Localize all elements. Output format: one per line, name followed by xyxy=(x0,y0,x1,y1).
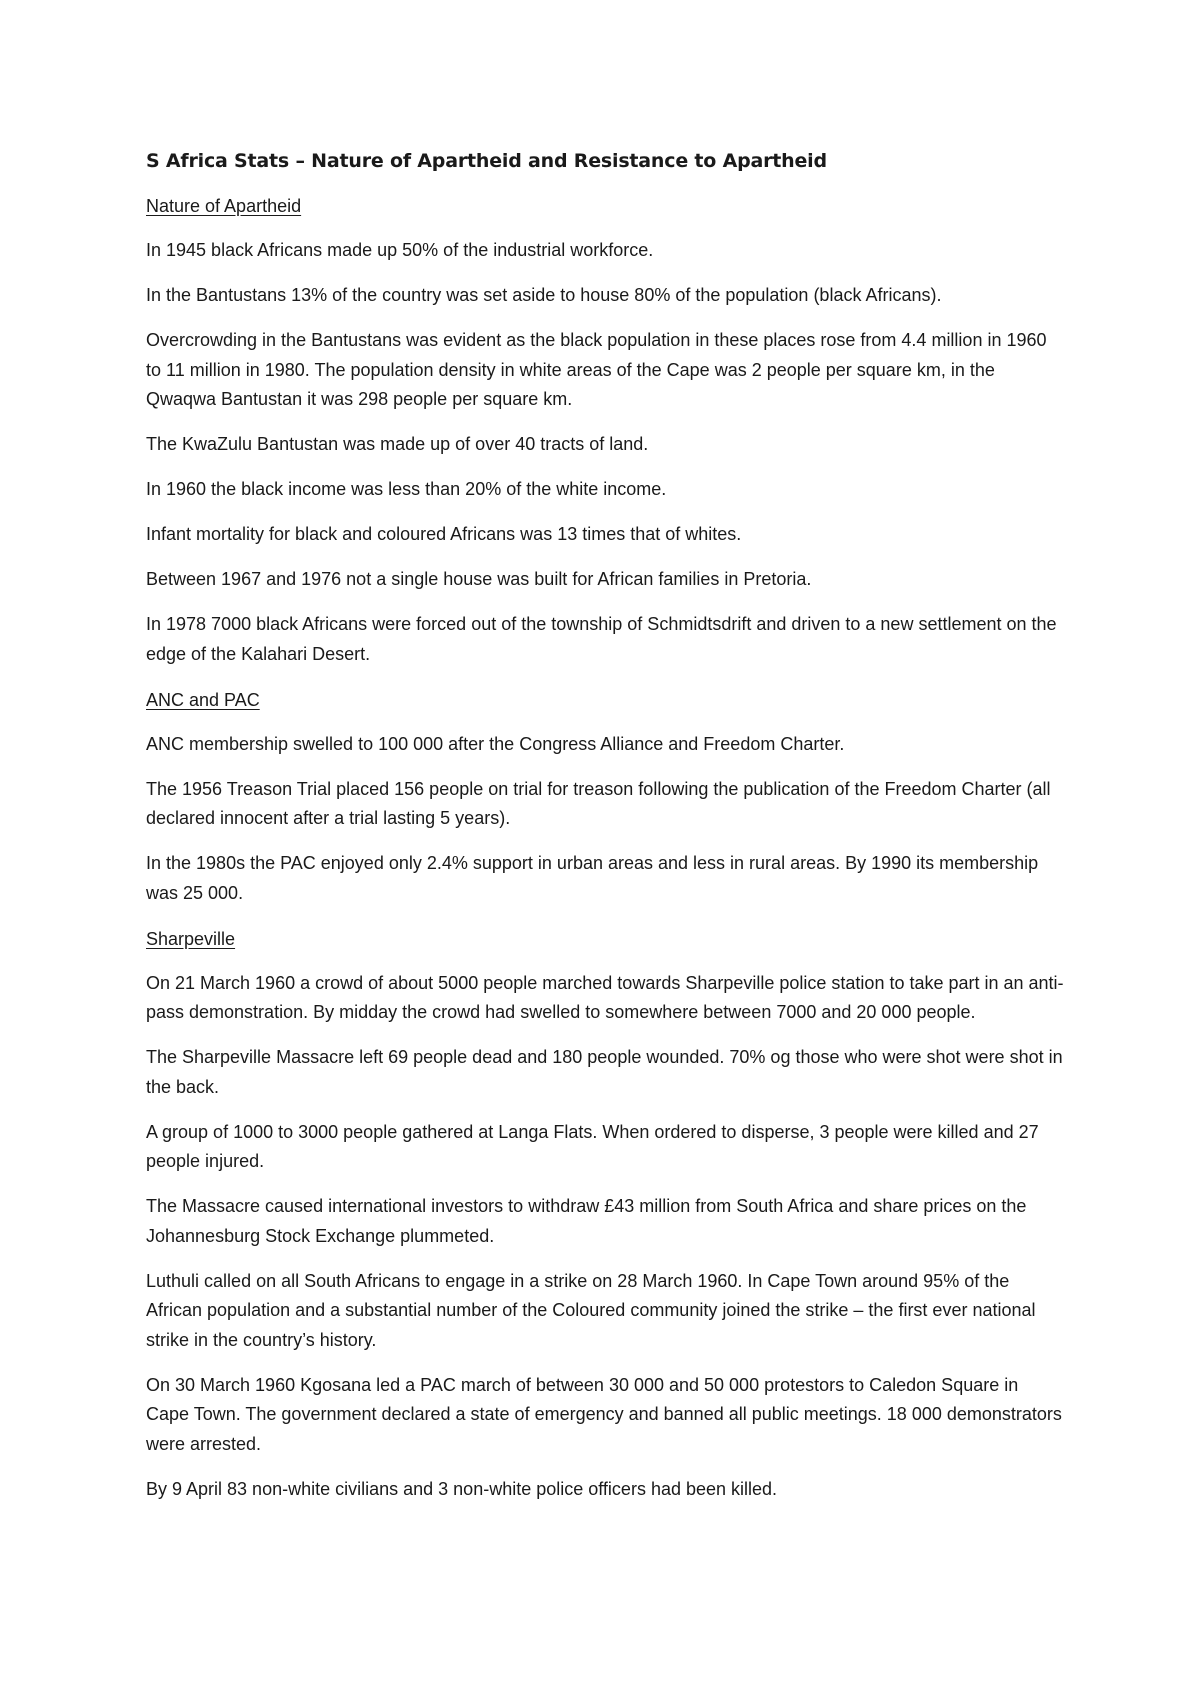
paragraph: Luthuli called on all South Africans to engage in a strike on 28 March 1960. In Cape Town around 95% of the African population and a substantial number of the Coloured community joined the strike – the first ever national strike in the country’s history. xyxy=(146,1270,1036,1350)
paragraph: In 1960 the black income was less than 20% of the white income. xyxy=(146,479,667,499)
paragraph: A group of 1000 to 3000 people gathered at Langa Flats. When ordered to disperse, 3 people were killed and 27 people injured. xyxy=(146,1121,1039,1171)
paragraph: The 1956 Treason Trial placed 156 people on trial for treason following the publication of the Freedom Charter (all declared innocent after a trial lasting 5 years). xyxy=(146,778,1051,828)
document-title: S Africa Stats – Nature of Apartheid and Resistance to Apartheid xyxy=(146,150,827,172)
paragraph: Overcrowding in the Bantustans was evident as the black population in these places rose from 4.4 million in 1960 to 11 million in 1980. The population density in white areas of the Cape was 2 people per square km, in the Qwaqwa Bantustan it was 298 people per square km. xyxy=(146,330,1047,409)
paragraph: In 1978 7000 black Africans were forced out of the township of Schmidtsdrift and driven to a new settlement on the edge of the Kalahari Desert. xyxy=(146,614,1057,664)
paragraph: In the Bantustans 13% of the country was set aside to house 80% of the population (black Africans). xyxy=(146,285,942,305)
paragraph: ANC membership swelled to 100 000 after the Congress Alliance and Freedom Charter. xyxy=(146,733,845,754)
section-nature-of-apartheid xyxy=(146,191,1066,669)
paragraph: The Sharpeville Massacre left 69 people dead and 180 people wounded. 70% og those who were shot were shot in the back. xyxy=(146,1047,1063,1097)
section-heading: ANC and PAC xyxy=(146,689,260,710)
paragraph: The Massacre caused international investors to withdraw £43 million from South Africa and share prices on the Johannesburg Stock Exchange plummeted. xyxy=(146,1196,1027,1246)
section-heading: Nature of Apartheid xyxy=(146,196,302,216)
paragraph: By 9 April 83 non-white civilians and 3 non-white police officers had been killed. xyxy=(146,1478,778,1499)
paragraph: In the 1980s the PAC enjoyed only 2.4% support in urban areas and less in rural areas. By 1990 its membership was 25 000. xyxy=(146,853,1039,903)
paragraph: Between 1967 and 1976 not a single house was built for African families in Pretoria. xyxy=(146,569,812,589)
paragraph: Infant mortality for black and coloured Africans was 13 times that of whites. xyxy=(146,524,742,544)
document-page xyxy=(146,146,1066,1520)
section-anc-and-pac xyxy=(146,685,1066,909)
section-sharpeville xyxy=(146,924,1066,1505)
section-heading: Sharpeville xyxy=(146,928,236,949)
paragraph: In 1945 black Africans made up 50% of the industrial workforce. xyxy=(146,240,654,260)
paragraph: The KwaZulu Bantustan was made up of over 40 tracts of land. xyxy=(146,434,649,454)
paragraph: On 30 March 1960 Kgosana led a PAC march of between 30 000 and 50 000 protestors to Caledon Square in Cape Town. The government declared a state of emergency and banned all public meetings. 18 000 demonstrators were arrested. xyxy=(146,1374,1062,1454)
paragraph: On 21 March 1960 a crowd of about 5000 people marched towards Sharpeville police station to take part in an anti-pass demonstration. By midday the crowd had swelled to somewhere between 7000 and 20 000 people. xyxy=(146,972,1064,1022)
